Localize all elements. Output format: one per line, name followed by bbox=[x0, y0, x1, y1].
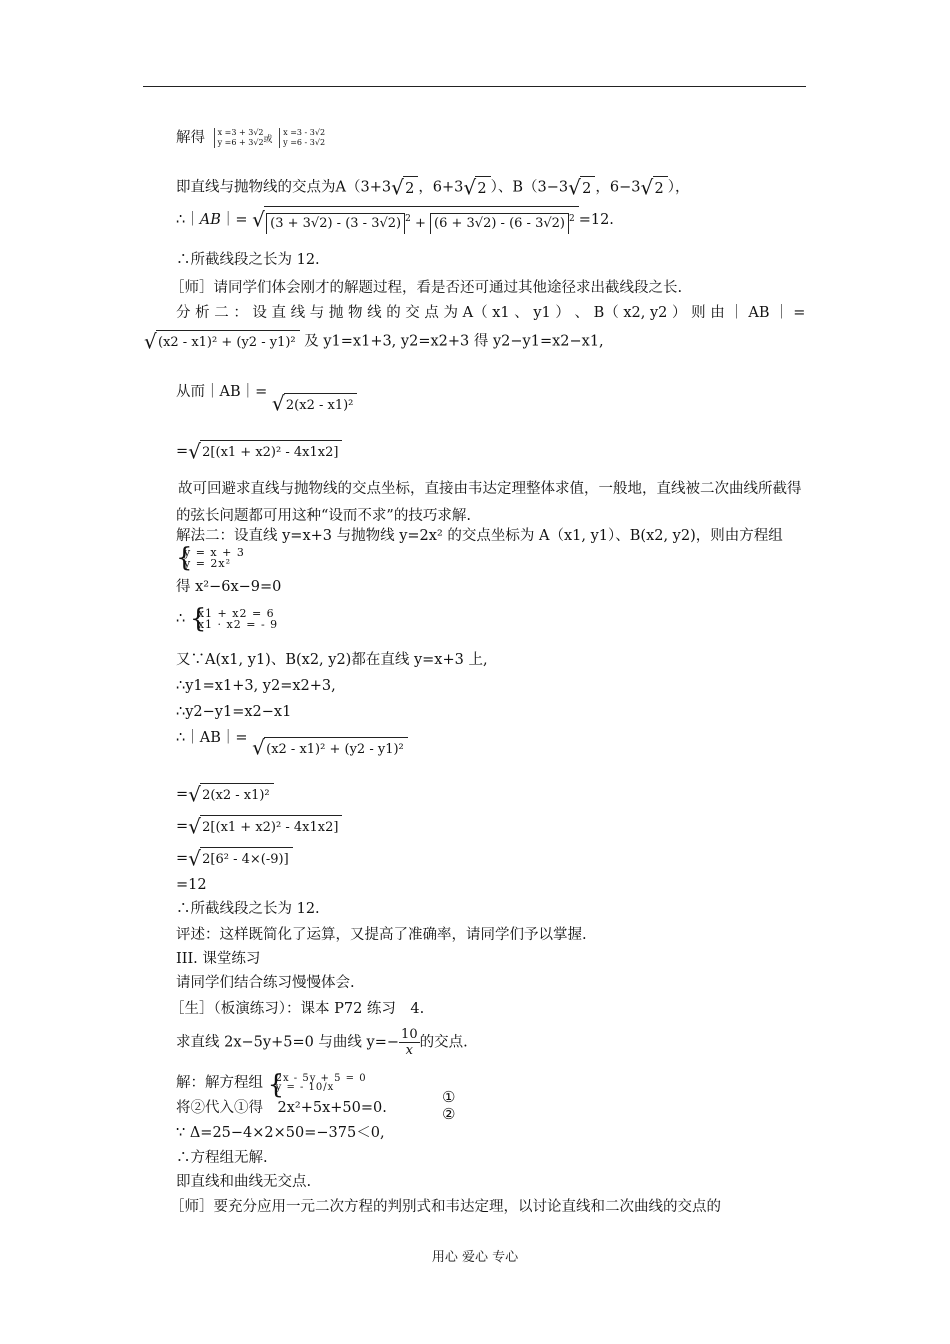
sqrt-expression bbox=[272, 393, 358, 416]
line-ab-formula bbox=[176, 728, 408, 760]
sqrt-expression bbox=[252, 737, 408, 760]
text: ，6+3 bbox=[418, 179, 464, 196]
sqrt bbox=[568, 176, 595, 199]
text: 从而｜AB｜= bbox=[176, 384, 268, 400]
header-rule bbox=[143, 86, 806, 87]
line-step-2 bbox=[176, 815, 342, 838]
text: ）， bbox=[667, 179, 690, 196]
text: ∴｜AB｜= bbox=[176, 730, 248, 746]
line-conclusion-2: ∴所截线段之长为 12. bbox=[176, 901, 320, 917]
line-step-1 bbox=[176, 783, 274, 806]
text: 的交点. bbox=[419, 1034, 468, 1051]
eq-line: x1 + x2 = 6 bbox=[197, 607, 275, 620]
line-comment: 评述：这样既简化了运算，又提高了准确率，请同学们予以掌握. bbox=[176, 927, 587, 943]
sqrt bbox=[391, 176, 418, 199]
line-discriminant: ∵ Δ=25−4×2×50=−375＜0, bbox=[176, 1125, 385, 1141]
radicand: (x2 - x1)² + (y2 - y1)² bbox=[156, 330, 300, 353]
line-substitute: 将②代入①得 2x²+5x+50=0. bbox=[176, 1100, 387, 1116]
text: ｜= bbox=[220, 212, 248, 228]
line-instruction: 请同学们结合练习慢慢体会. bbox=[176, 975, 355, 991]
fraction bbox=[399, 1027, 420, 1058]
line-method-two: 解法二：设直线 y=x+3 与抛物线 y=2x² 的交点坐标为 A（x1, y1）、B(x2, y2)，则由方程组 bbox=[176, 528, 783, 544]
line-difference: ∴y2−y1=x2−x1 bbox=[176, 704, 292, 720]
line-teacher: ［师］请同学们体会刚才的解题过程，看是否还可通过其他途径求出截线段之长. bbox=[170, 280, 683, 296]
radicand: 2[6² - 4×(-9)] bbox=[200, 847, 293, 870]
equals: = bbox=[176, 786, 189, 803]
line-y-values: ∴y1=x1+3, y2=x2+3, bbox=[176, 678, 336, 694]
radicand: 2(x2 - x1)² bbox=[284, 393, 358, 416]
line-system-1 bbox=[176, 547, 245, 569]
equation-system bbox=[268, 1074, 367, 1092]
sqrt-expression bbox=[188, 847, 293, 870]
denominator: x bbox=[405, 1043, 413, 1058]
radicand: 2 bbox=[580, 176, 595, 199]
line-teacher-note: ［师］要充分应用一元二次方程的判别式和韦达定理，以讨论直线和二次曲线的交点的 bbox=[170, 1199, 721, 1215]
radicand: 2 bbox=[475, 176, 490, 199]
text: 即直线与抛物线的交点为 bbox=[176, 179, 336, 196]
line-result: =12 bbox=[176, 877, 207, 893]
paragraph-remark: 故可回避求直线与抛物线的交点坐标，直接由韦达定理整体求值，一般地，直线被二次曲线所截得的弦长问题都可用这种“设而不求”的技巧求解. bbox=[176, 481, 802, 524]
equation-system bbox=[214, 128, 264, 148]
line-distance-formula bbox=[144, 330, 604, 353]
sqrt-expression bbox=[188, 815, 342, 838]
sqrt bbox=[641, 176, 668, 199]
text: 及 y1=x1+3, y2=x2+3 得 y2−y1=x2−x1, bbox=[304, 333, 604, 350]
plus: + bbox=[414, 216, 426, 231]
text: 求直线 2x−5y+5=0 与曲线 y=− bbox=[176, 1034, 400, 1051]
eq-line: y = - 10/x bbox=[275, 1082, 335, 1093]
line-no-intersection: 即直线和曲线无交点. bbox=[176, 1174, 312, 1190]
line-conclusion: ∴所截线段之长为 12. bbox=[176, 252, 320, 268]
eq-line: x =3 + 3√2 bbox=[217, 128, 264, 137]
sqrt-expression bbox=[144, 330, 300, 353]
sqrt-expression bbox=[252, 206, 579, 234]
line-no-solution: ∴方程组无解. bbox=[176, 1150, 268, 1166]
equals: = bbox=[176, 818, 189, 835]
page-footer: 用心 爱心 专心 bbox=[431, 1250, 519, 1265]
ab-label: AB bbox=[199, 212, 221, 228]
radicand bbox=[264, 206, 579, 234]
text: ）、 bbox=[490, 179, 513, 196]
line-intersection-points bbox=[176, 176, 690, 199]
sqrt-expression bbox=[188, 783, 274, 806]
line-solution-system bbox=[176, 1073, 367, 1093]
point-a: A（3+3 bbox=[335, 179, 392, 196]
line-solve-result bbox=[176, 128, 325, 150]
radicand: 2[(x1 + x2)² - 4x1x2] bbox=[200, 815, 342, 838]
numerator: 10 bbox=[401, 1027, 418, 1042]
marker-one: ① bbox=[442, 1088, 456, 1106]
equation-system bbox=[279, 128, 325, 148]
sqrt-expression bbox=[188, 440, 342, 463]
line-analysis-two: 分 析 二 ： 设 直 线 与 抛 物 线 的 交 点 为 A（ x1 、 y1 ） 、 B（ x2, y2 ） 则 由 ｜ AB ｜ = bbox=[176, 305, 806, 321]
eq-line: y =6 + 3√2 bbox=[217, 138, 264, 147]
radicand: 2 bbox=[653, 176, 668, 199]
therefore: ∴ bbox=[176, 611, 186, 627]
or-text: 或 bbox=[263, 135, 273, 145]
bracket-term: (6 + 3√2) - (6 - 3√2) bbox=[430, 213, 569, 234]
line-ab-length bbox=[176, 206, 614, 234]
point-b: B（3−3 bbox=[512, 179, 569, 196]
result: =12. bbox=[578, 212, 614, 228]
eq-line: x1 · x2 = - 9 bbox=[197, 618, 279, 631]
sqrt bbox=[463, 176, 490, 199]
text: 解：解方程组 bbox=[176, 1075, 263, 1091]
line-points-on-line: 又∵A(x1, y1)、B(x2, y2)都在直线 y=x+3 上, bbox=[176, 652, 488, 668]
eq-line: y = x + 3 bbox=[184, 546, 245, 559]
line-vieta-form bbox=[176, 440, 342, 463]
radicand: 2(x2 - x1)² bbox=[200, 783, 274, 806]
eq-line: x =3 - 3√2 bbox=[283, 128, 326, 137]
eq-line: y =6 - 3√2 bbox=[283, 138, 326, 147]
exponent: 2 bbox=[405, 214, 411, 224]
equals: = bbox=[176, 850, 189, 867]
exponent: 2 bbox=[568, 214, 575, 224]
bracket-term: (3 + 3√2) - (3 - 3√2) bbox=[266, 213, 405, 234]
marker-two: ② bbox=[442, 1105, 456, 1123]
eq-line: y = 2x² bbox=[184, 557, 232, 570]
text: ，6−3 bbox=[595, 179, 641, 196]
text: 解得 bbox=[176, 130, 205, 146]
eq-line: 2x - 5y + 5 = 0 bbox=[275, 1073, 367, 1084]
equation-system bbox=[190, 608, 278, 630]
radicand: 2 bbox=[403, 176, 418, 199]
radicand: 2[(x1 + x2)² - 4x1x2] bbox=[200, 440, 342, 463]
line-step-3 bbox=[176, 847, 293, 870]
line-problem bbox=[176, 1027, 468, 1058]
line-thus-ab bbox=[176, 382, 357, 416]
line-quadratic: 得 x²−6x−9=0 bbox=[176, 579, 282, 595]
section-heading: III. 课堂练习 bbox=[176, 951, 261, 967]
line-student: ［生］（板演练习）：课本 P72 练习 4. bbox=[170, 1001, 425, 1017]
equals: = bbox=[176, 443, 189, 460]
line-vieta bbox=[176, 608, 278, 630]
radicand: (x2 - x1)² + (y2 - y1)² bbox=[264, 737, 408, 760]
text: ∴｜ bbox=[176, 212, 200, 228]
equation-system bbox=[176, 547, 245, 569]
